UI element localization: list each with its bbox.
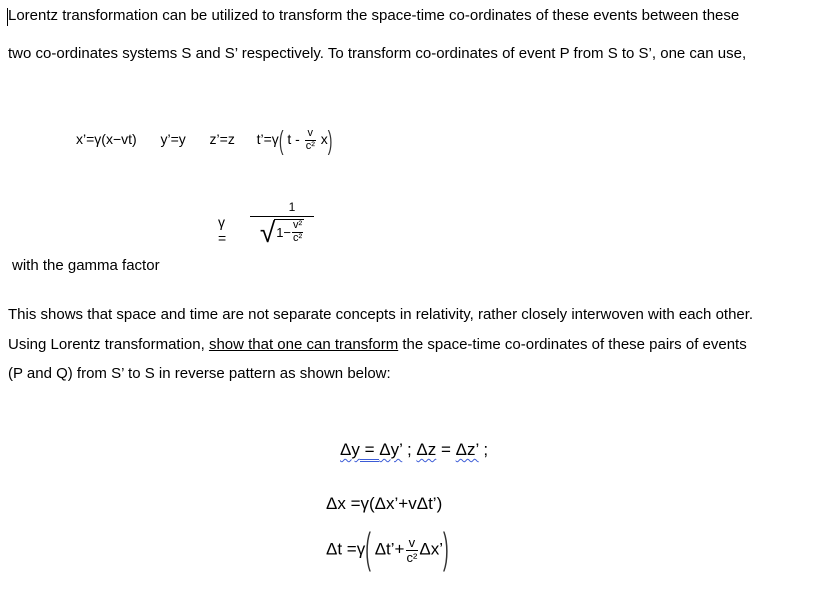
eq-t-prime-frac-num: v <box>307 127 314 139</box>
eq-y-prime: y’=y <box>160 130 186 147</box>
paren-open: ( <box>278 124 284 156</box>
eq-end: ; <box>478 440 489 459</box>
eq-dy-lhs: Δy <box>340 440 360 459</box>
eq-delta-x: Δx =γ(Δx’+vΔt’) <box>326 494 443 513</box>
eq-dz-lhs: Δz <box>416 440 437 459</box>
reverse-yz-equations <box>340 440 488 460</box>
sqrt-icon: √ <box>259 217 276 248</box>
paragraph2-line-1: This shows that space and time are not separate concepts in relativity, rather closely interwoven with each other. <box>8 306 754 323</box>
paragraph2-line-2-pre: Using Lorentz transformation, <box>8 336 209 353</box>
gamma-caption: with the gamma factor <box>12 257 160 274</box>
eq-separator: ; <box>402 440 417 459</box>
gamma-root-den: c² <box>293 231 303 244</box>
eq-t-prime-fraction <box>305 128 316 152</box>
eq-dz-rhs: Δz’ <box>455 440 479 459</box>
eq-dy-rhs: Δy’ <box>379 440 403 459</box>
paren-close: ) <box>327 124 333 156</box>
eq-t-prime-lhs: t’=γ <box>256 130 279 147</box>
lorentz-forward-equations <box>76 124 333 156</box>
paragraph2-line-3: (P and Q) from S’ to S in reverse pattern as shown below: <box>8 365 391 382</box>
eq-t-prime-frac-den: c² <box>305 139 315 152</box>
gamma-sqrt <box>260 219 304 247</box>
gamma-fraction <box>250 200 314 247</box>
gamma-lhs: γ = <box>218 214 227 246</box>
eq-dt-frac-den: c² <box>406 549 418 565</box>
eq-dz-equals: = <box>436 440 456 459</box>
show-that-link[interactable]: show that one can transform <box>208 336 399 353</box>
gamma-root-num: v² <box>293 219 303 231</box>
big-paren-open: ( <box>365 525 371 573</box>
eq-z-prime: z’=z <box>209 130 235 147</box>
paragraph-line-1: Lorentz transformation can be utilized to transform the space-time co-ordinates of these events between these <box>8 7 740 24</box>
eq-delta-t <box>326 525 449 573</box>
eq-dt-frac-num: v <box>408 535 416 550</box>
eq-t-prime-x: x <box>320 130 328 147</box>
eq-t-prime-t: t - <box>287 130 300 147</box>
eq-dt-lhs: Δt =γ <box>326 539 366 559</box>
gamma-numerator: 1 <box>288 200 296 214</box>
paragraph-line-2: two co-ordinates systems S and S’ respectively. To transform co-ordinates of event P from S to S’, one can use, <box>8 45 747 62</box>
paragraph2-line-2 <box>8 336 747 353</box>
gamma-root-one: 1− <box>276 224 292 240</box>
eq-dt-fraction <box>406 536 419 564</box>
eq-dt-x: Δx’ <box>419 539 443 559</box>
eq-dt-inner: Δt’+ <box>374 539 405 559</box>
big-paren-close: ) <box>442 525 449 573</box>
paragraph2-line-2-post: the space-time co-ordinates of these pairs of events <box>398 336 747 353</box>
eq-x-prime: x’=γ(x−vt) <box>76 130 137 147</box>
eq-dy-equals: = <box>360 440 379 462</box>
